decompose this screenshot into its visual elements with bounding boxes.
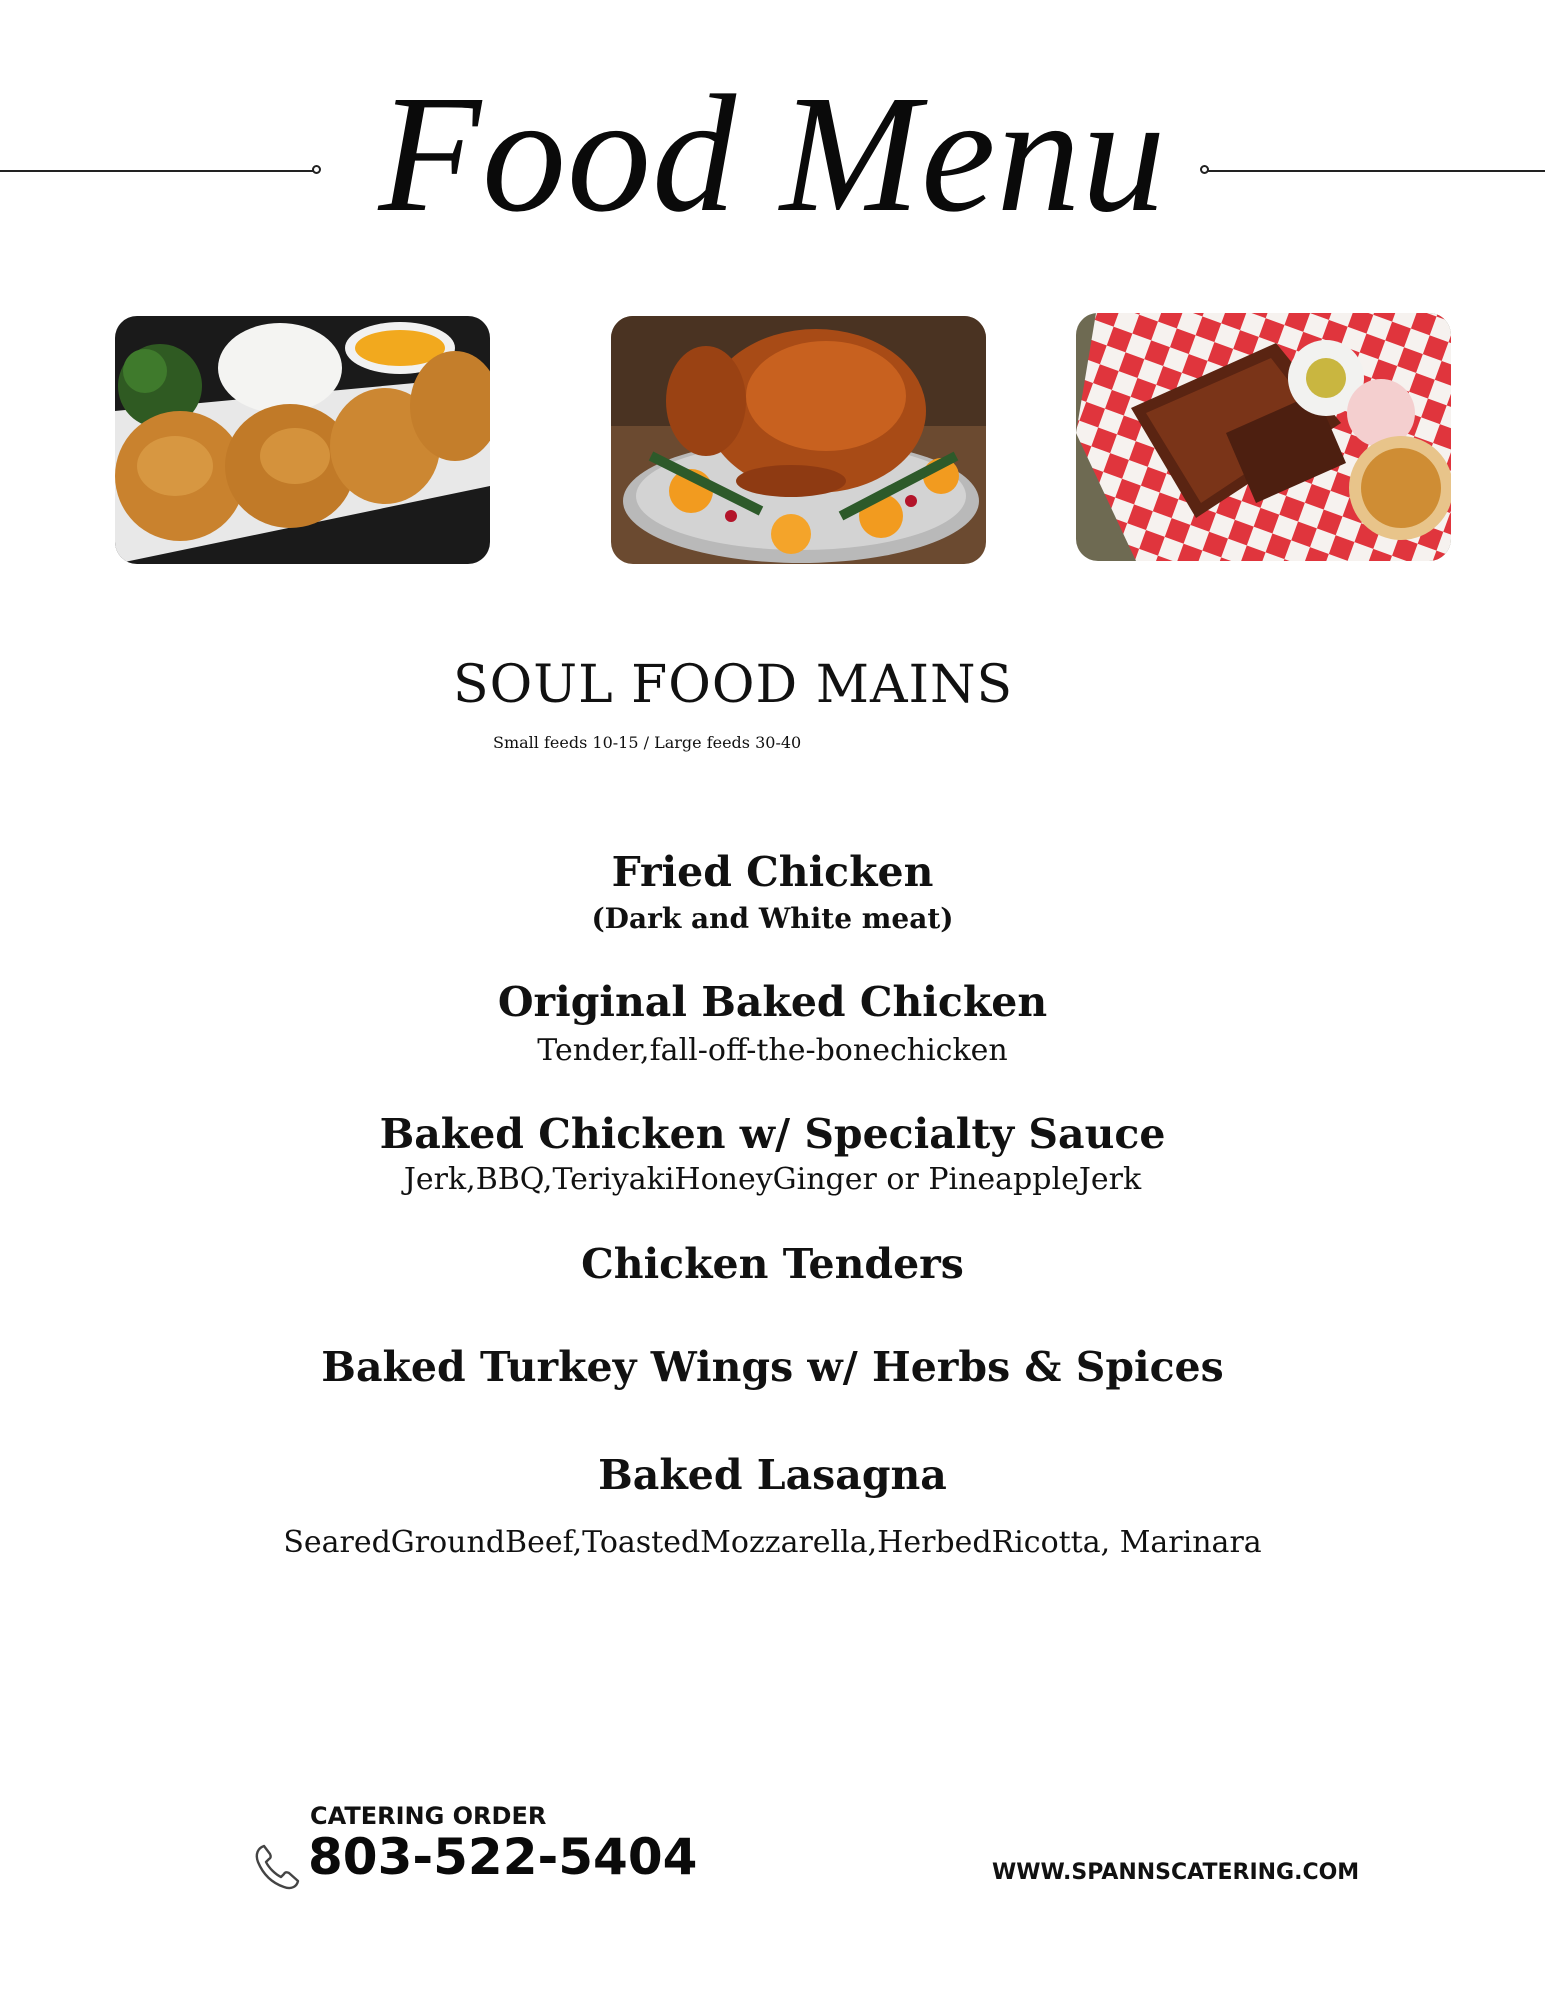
menu-item-name: Chicken Tenders xyxy=(581,1240,964,1288)
section-title: SOUL FOOD MAINS xyxy=(453,655,1014,715)
menu-item-name: Baked Chicken w/ Specialty Sauce xyxy=(379,1110,1166,1158)
menu-item-name: Baked Turkey Wings w/ Herbs & Spices xyxy=(321,1343,1224,1391)
fried-chicken-plate-photo xyxy=(115,316,490,564)
menu-item-desc: Jerk,BBQ,TeriyakiHoneyGinger or PineappleJerk xyxy=(403,1162,1142,1197)
phone-number[interactable]: 803-522-5404 xyxy=(308,1828,698,1886)
menu-item-name: Baked Lasagna xyxy=(598,1451,947,1499)
bbq-ribs-photo xyxy=(1076,313,1451,561)
menu-item-desc: (Dark and White meat) xyxy=(591,902,954,935)
menu-item-name: Original Baked Chicken xyxy=(497,978,1048,1026)
menu-item-desc: Tender,fall-off-the-bonechicken xyxy=(537,1033,1008,1068)
website-link[interactable]: WWW.SPANNSCATERING.COM xyxy=(992,1860,1360,1885)
page-title: Food Menu xyxy=(378,61,1167,247)
roast-turkey-photo xyxy=(611,316,986,564)
section-serving-info: Small feeds 10-15 / Large feeds 30-40 xyxy=(493,733,802,752)
catering-order-label: CATERING ORDER xyxy=(310,1802,547,1830)
header-rule-right xyxy=(1208,170,1545,172)
menu-item-desc: SearedGroundBeef,ToastedMozzarella,HerbedRicotta, Marinara xyxy=(283,1525,1262,1560)
phone-icon xyxy=(252,1840,302,1892)
menu-item-name: Fried Chicken xyxy=(611,848,934,896)
